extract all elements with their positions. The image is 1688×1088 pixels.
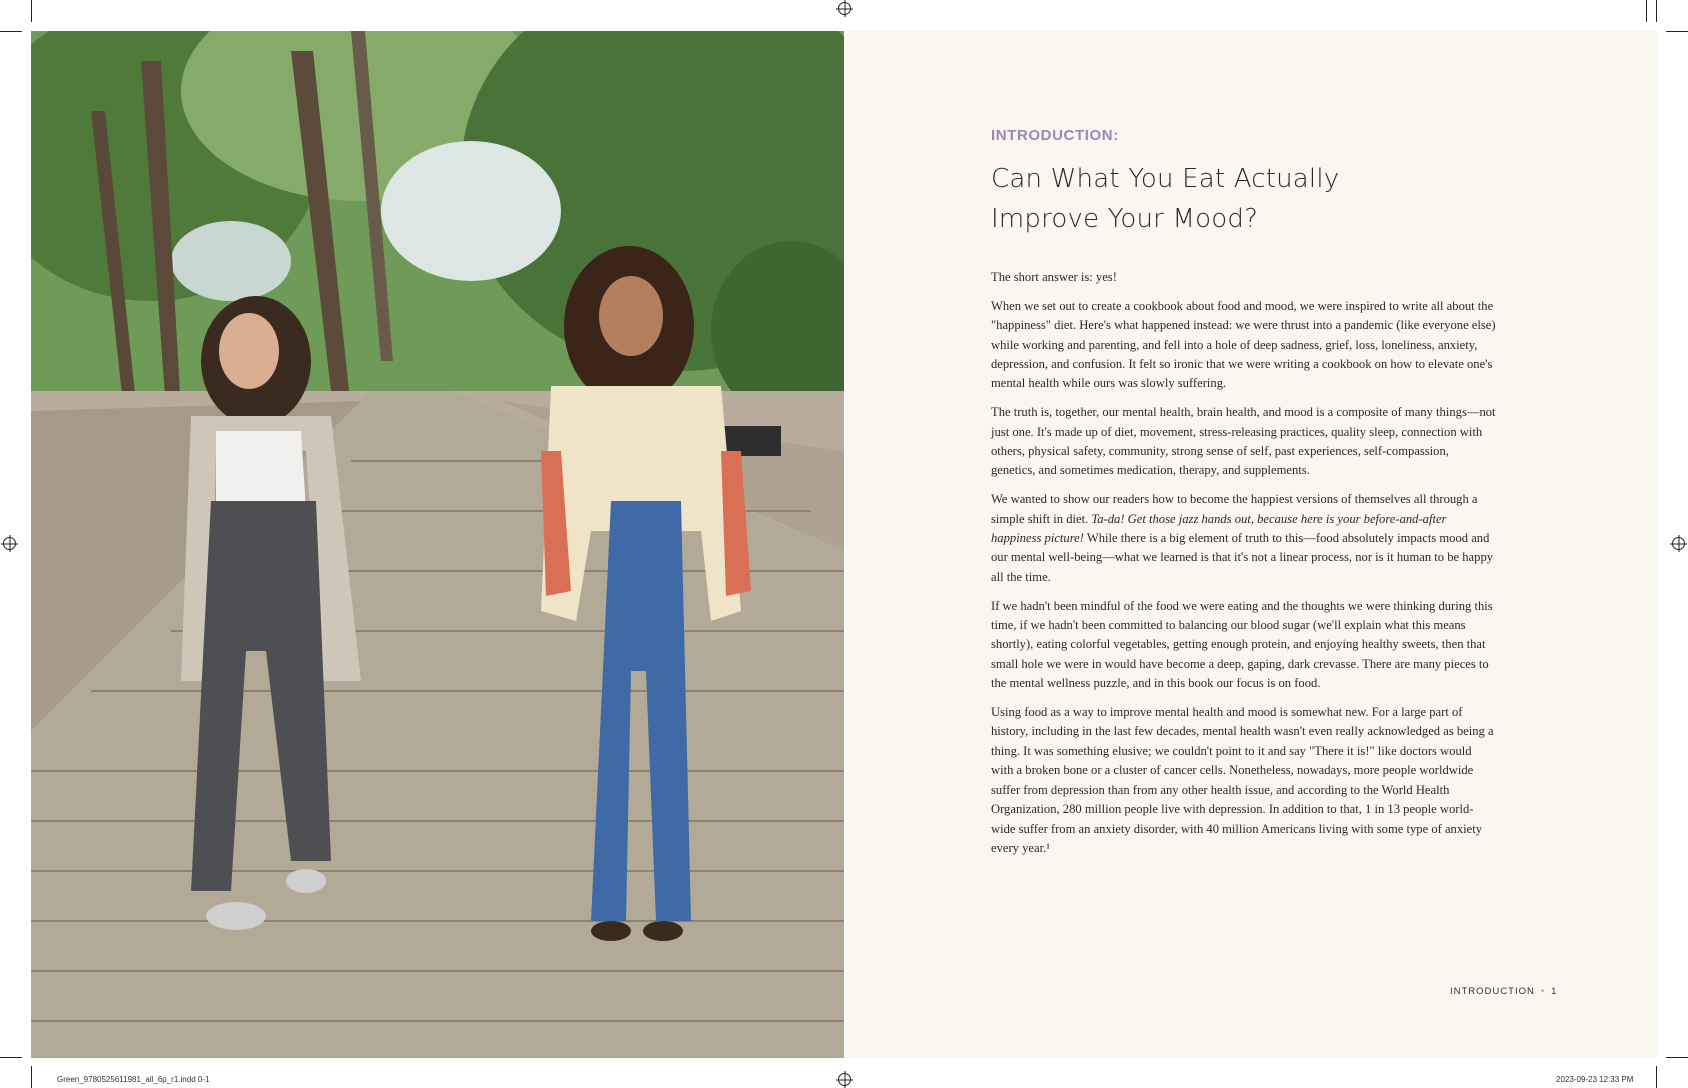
footer-section: INTRODUCTION <box>1450 986 1535 997</box>
paragraph: When we set out to create a cookbook about food and mood, we were inspired to write all about the "happiness" diet. Here's what happened instead: we were thrust into a pandemic (like everyone else) while working and parenting, and fell into a hole of deep sadness, grief, loss, loneliness, anxiety, depression, and confusion. It felt so ironic that we were writing a cookbook on how to elevate one's mental health while ours was slowly suffering. <box>991 298 1496 391</box>
title-line: Can What You Eat Actually <box>991 164 1340 194</box>
crop-mark <box>31 0 32 22</box>
slug-timestamp: 2023-09-23 12:33 PM <box>1556 1075 1634 1084</box>
footer-dot: • <box>1540 986 1546 997</box>
registration-mark <box>838 1073 851 1086</box>
crop-mark <box>1666 31 1688 32</box>
registration-mark <box>1672 537 1685 550</box>
crop-mark <box>1646 0 1647 22</box>
paragraph-text: While there is a big element of truth to this—food absolutely impacts mood and our mental well-being—what we learned is that it's not a linear process, nor is it human to be happy all the time. <box>991 531 1494 584</box>
paragraph: The truth is, together, our mental health, brain health, and mood is a composite of many things—not just one. It's made up of diet, movement, stress-releasing practices, quality sleep, connection with others, physical safety, community, strong sense of self, past experiences, self-compassion, genetics, and sometimes medication, therapy, and supplements. <box>991 405 1496 478</box>
paragraph <box>991 490 1496 587</box>
paragraph-text: We wanted to show our readers how to become the happiest versions of themselves all through a simple shift in diet. <box>991 492 1478 526</box>
paragraph: Using food as a way to improve mental health and mood is somewhat new. For a large part of history, including in the last few decades, mental health wasn't even really acknowledged as being a thing. It was something elusive; we couldn't point to it and say "There it is!" like doctors would with a broken bone or a cluster of cancer cells. Nonetheless, nowadays, more people worldwide suffer from depression than from any other health issue, and according to the World Health Organization, 280 million people live with depression. In addition to that, 1 in 13 people world-wide suffer from an anxiety disorder, with 40 million Americans living with some type of anxiety every year.¹ <box>991 705 1494 855</box>
running-footer <box>1450 986 1557 997</box>
cover-photo <box>31 31 844 1058</box>
italic-text: Ta-da! Get those jazz hands out, because here is your before-and-after happiness picture! <box>991 511 1447 546</box>
crop-mark <box>0 1057 22 1058</box>
crop-mark <box>1656 0 1657 22</box>
crop-mark <box>31 1066 32 1088</box>
crop-mark <box>1656 1066 1657 1088</box>
body-text <box>991 268 1496 868</box>
paragraph: If we hadn't been mindful of the food we were eating and the thoughts we were thinking during this time, if we hadn't been committed to balancing our blood sugar (we'll explain what this means shortly), eating colorful vegetables, getting enough protein, and enjoying healthy sweets, then that small hole we were in would have become a deep, gaping, dark crevasse. There are many pieces to the mental wellness puzzle, and in this book our focus is on food. <box>991 598 1493 691</box>
page-title <box>991 159 1551 239</box>
section-eyebrow: INTRODUCTION: <box>991 127 1119 144</box>
crop-mark <box>1666 1057 1688 1058</box>
registration-mark <box>3 537 16 550</box>
paragraph: The short answer is: yes! <box>991 270 1117 284</box>
title-line: Improve Your Mood? <box>991 204 1259 234</box>
text-page <box>845 31 1657 1058</box>
photo-illustration <box>31 31 844 1058</box>
crop-mark <box>0 31 22 32</box>
registration-mark <box>838 2 851 15</box>
slug-filename: Green_9780525611981_all_6p_r1.indd 0-1 <box>57 1075 210 1084</box>
page-number: 1 <box>1551 986 1558 997</box>
